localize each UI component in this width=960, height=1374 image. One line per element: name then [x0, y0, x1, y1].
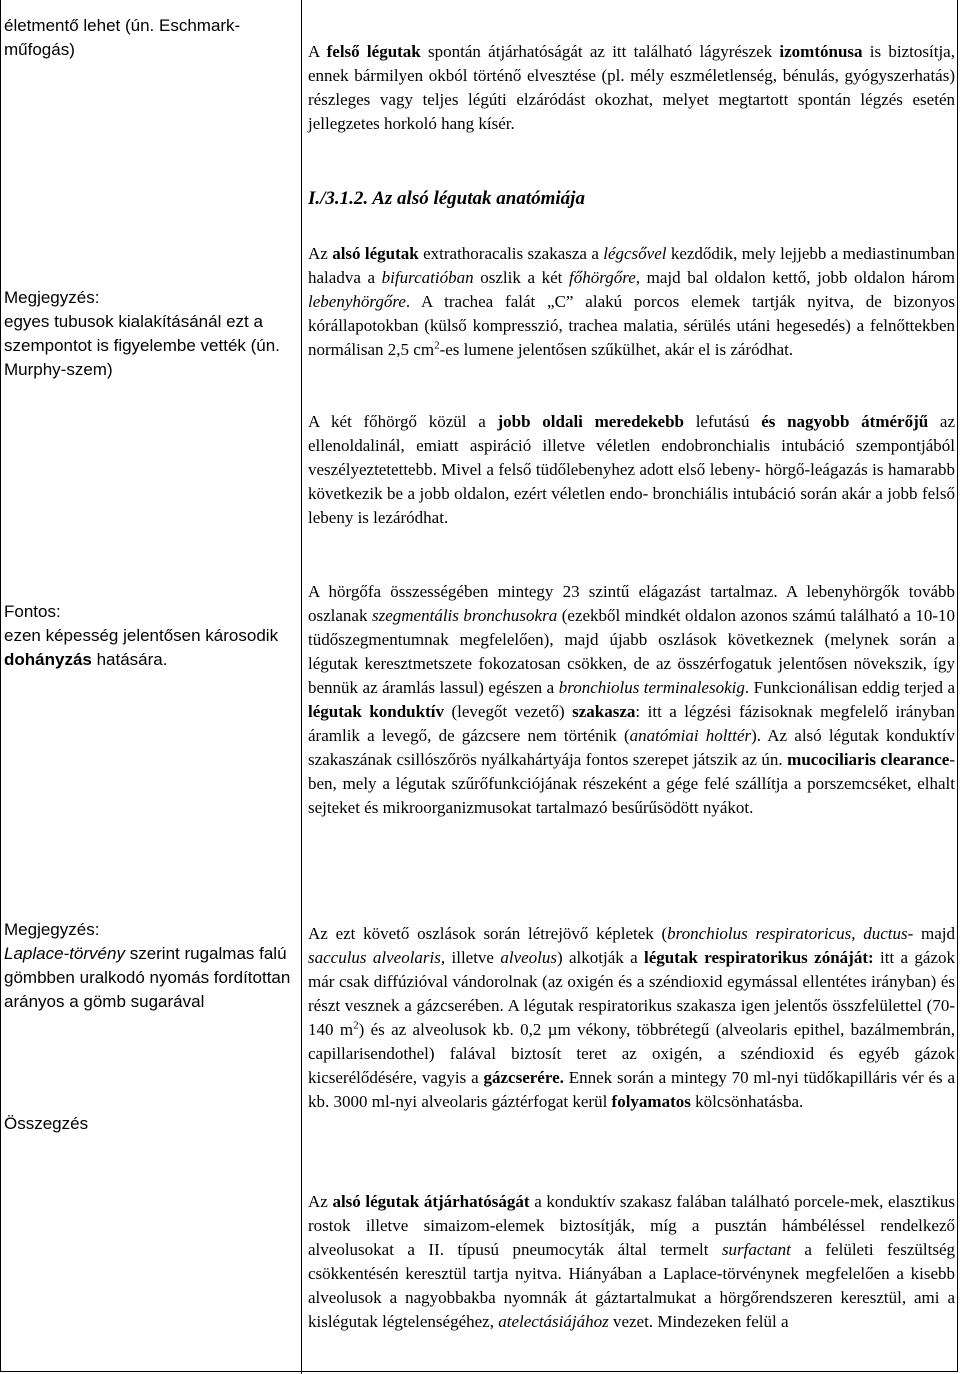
superscript: 2 — [434, 339, 440, 352]
note-text-a: ezen képesség jelentősen károsodik — [4, 626, 279, 645]
paragraph-respiratory-zone — [308, 922, 955, 1114]
paragraph-main-bronchi — [308, 410, 955, 530]
side-note-murphy — [4, 286, 304, 382]
note-text — [4, 624, 304, 672]
paragraph-upper-airway — [308, 40, 955, 136]
paragraph — [308, 580, 955, 820]
text-run: -es lumene jelentősen szűkülhet, akár el is záródhat. — [439, 340, 794, 359]
text-run: , majd bal oldalon kettő, jobb oldalon három — [635, 268, 956, 287]
note-text-b: hatására. — [91, 650, 168, 669]
superscript: 2 — [353, 1019, 359, 1032]
italic-term: bronchiolus terminalesokig — [558, 678, 745, 697]
italic-term: bronchiolus respiratoricus, ductus — [667, 924, 908, 943]
note-text-rest: szerint rugalmas falú gömbben uralkodó nyomás fordítottan arányos a gömb sugarával — [4, 944, 291, 1011]
text-run: A hörgőfa összességében mintegy 23 szintű elágazást tartalmaz. A lebenyhörgők tovább oszlanak — [308, 582, 955, 625]
text-run: A — [308, 42, 327, 61]
paragraph-lower-airway — [308, 242, 955, 362]
section-heading: I./3.1.2. Az alsó légutak anatómiája — [308, 188, 585, 209]
side-note-smoking — [4, 600, 304, 672]
bold-term: alsó légutak — [332, 244, 419, 263]
bold-term: mucociliaris clearance — [787, 750, 950, 769]
text-run: itt a gázok már csak diffúzióval vándorolnak (az oxigén és a széndioxid egymással ellentétes irányban) és részt vesznek a gázcserében. A légutak respiratorikus szakasza igen jelentős összfelülettel (70-140 m — [308, 948, 956, 1039]
text-run: oszlik a két — [473, 268, 570, 287]
note-bold-term: dohányzás — [4, 650, 92, 669]
text-run: a konduktív szakasz falában található porcele-mek, elasztikus rostok illetve simaizom-elemek biztosítják, míg a pusztán hámbéléssel rendelkező alveolusokat a II. típusú pneumocyták által termelt — [308, 1192, 955, 1259]
note-title: Megjegyzés: — [4, 288, 100, 307]
text-run: is biztosítja, ennek bármilyen okból történő elvesztése (pl. mély eszméletlenség, bénulás, gyógyszerhatás) részleges vagy teljes légúti elzáródást okozhat, melyet megtartott spontán légzés esetén jellegzetes horkoló hang kísér. — [308, 42, 955, 133]
text-run: . A trachea falát „C” alakú porcos elemek tartják nyitva, de bizonyos kórállapotokban (külső kompresszió, trachea malatia, sérülés utáni hegesedés) a felnőttekben normálisan 2,5 cm — [308, 292, 955, 359]
summary-title: Összegzés — [4, 1114, 89, 1133]
side-note-top — [4, 14, 304, 62]
text-run: Az ezt követő oszlások során létrejövő képletek ( — [308, 924, 668, 943]
italic-term: szegmentális bronchusokra — [372, 606, 558, 625]
text-run: (ezekből mindkét oldalon azonos számú található a 10-10 tüdőszegmentumnak megfelelően), majd újabb oszlások következnek (melynek során a légutak keresztmetszete fokozatosan csökken, de az összérfogatuk jelentősen növekszik, így bennük az áramlás lassul) egészen a — [308, 606, 955, 697]
paragraph-bronchial-tree — [308, 580, 955, 820]
italic-term: légcsővel — [603, 244, 667, 263]
bold-term: jobb oldali meredekebb — [497, 412, 684, 431]
note-text: egyes tubusok kialakításánál ezt a szempontot is figyelembe vették (ún. Murphy-szem) — [4, 312, 280, 379]
bold-term: légutak respiratorikus zónáját: — [644, 948, 874, 967]
note-title: Megjegyzés: — [4, 920, 100, 939]
italic-term: sacculus alveolaris — [308, 948, 441, 967]
note-title: Fontos: — [4, 602, 61, 621]
text-run: : itt a légzési fázisoknak megfelelő irányban áramlik a levegő, de gázcsere nem történik ( — [308, 702, 956, 745]
text-run: lefutású — [684, 412, 762, 431]
text-run: A két főhörgő közül a — [308, 412, 498, 431]
italic-term: surfactant — [721, 1240, 791, 1259]
text-run: kezdődik, mely lejjebb a mediastinumban haladva a — [308, 244, 956, 287]
text-run: . Funkcionálisan eddig terjed a — [744, 678, 955, 697]
text-run: Az — [308, 1192, 333, 1211]
bold-term: szakasza — [572, 702, 636, 721]
bold-term: gázcserére. — [483, 1068, 564, 1087]
bold-term: alsó légutak átjárhatóságát — [332, 1192, 530, 1211]
italic-term: lebenyhörgőre — [308, 292, 406, 311]
italic-term: alveolus — [500, 948, 557, 967]
italic-term: atelectásiájához — [498, 1312, 609, 1331]
italic-term: bifurcatióban — [381, 268, 474, 287]
side-note-laplace — [4, 918, 304, 1014]
text-run: ) és az alveolusok kb. 0,2 µm vékony, többrétegű (alveolaris epithel, bazálmembrán, capillarisendothel) falával biztosít teret az oxigén, a széndioxid és egyéb gázok kicserélődésére, vagyis a — [308, 1020, 955, 1087]
note-text — [4, 942, 304, 1014]
bold-term: légutak konduktív — [308, 702, 444, 721]
text-run: extrathoracalis szakasza a — [418, 244, 604, 263]
bold-term: felső légutak — [326, 42, 421, 61]
text-run: spontán átjárhatóságát az itt található lágyrészek — [420, 42, 780, 61]
column-divider — [301, 0, 302, 1374]
bold-term: folyamatos — [611, 1092, 691, 1111]
italic-term: főhörgőre — [569, 268, 636, 287]
text-run: az ellenoldalinál, emiatt aspiráció illetve véletlen endobronchialis intubáció szempontjából veszélyeztetettebb. Mivel a felső tüdőlebenyhez adott első lebeny- hörgő-leágazás is hamarabb következik be a jobb oldalon, ezért véletlen endo- bronchiális intubáció során akár a jobb felső lebeny is lezáródhat. — [308, 412, 956, 527]
text-run: ). Az alsó légutak konduktív szakaszának csillószőrös nyálkahártyája fontos szerepet játszik az ún. — [308, 726, 956, 769]
paragraph — [308, 40, 955, 136]
paragraph — [308, 922, 955, 1114]
text-run: Az — [308, 244, 333, 263]
side-note-summary — [4, 1112, 304, 1136]
text-run: kölcsönhatásba. — [690, 1092, 804, 1111]
text-run: Ennek során a mintegy 70 ml-nyi tüdőkapilláris vér és a kb. 3000 ml-nyi alveolaris gáztérfogat kerül — [308, 1068, 956, 1111]
side-note-top-text: életmentő lehet (ún. Eschmark-műfogás) — [4, 16, 241, 59]
italic-term: anatómiai holttér — [629, 726, 752, 745]
text-run: a felületi feszültség csökkentésén keresztül tartja nyitva. Hiányában a Laplace-törvénynek megfelelően a kisebb alveolusok a nagyobbakba nyomnák át gáztartalmukat a hörgőrendszeren keresztül, ami a kislégutak légtelenségéhez, — [308, 1240, 955, 1331]
text-run: , illetve — [440, 948, 501, 967]
text-run: ) alkotják a — [557, 948, 645, 967]
paragraph — [308, 410, 955, 530]
bold-term: és nagyobb átmérőjű — [761, 412, 929, 431]
paragraph — [308, 1190, 955, 1334]
bold-term: izomtónusa — [779, 42, 863, 61]
text-run: (levegőt vezető) — [443, 702, 573, 721]
text-run: vezet. Mindezeken felül a — [608, 1312, 789, 1331]
paragraph-airway-patency — [308, 1190, 955, 1334]
text-run: -ben, mely a légutak szűrőfunkciójának részeként a gége felé szállítja a porszemcséket, elhalt sejteket és mikroorganizmusokat tartalmazó besűrűsödött nyákot. — [308, 750, 956, 817]
note-italic-term: Laplace-törvény — [4, 944, 125, 963]
text-run: - majd — [907, 924, 956, 943]
paragraph — [308, 242, 955, 362]
